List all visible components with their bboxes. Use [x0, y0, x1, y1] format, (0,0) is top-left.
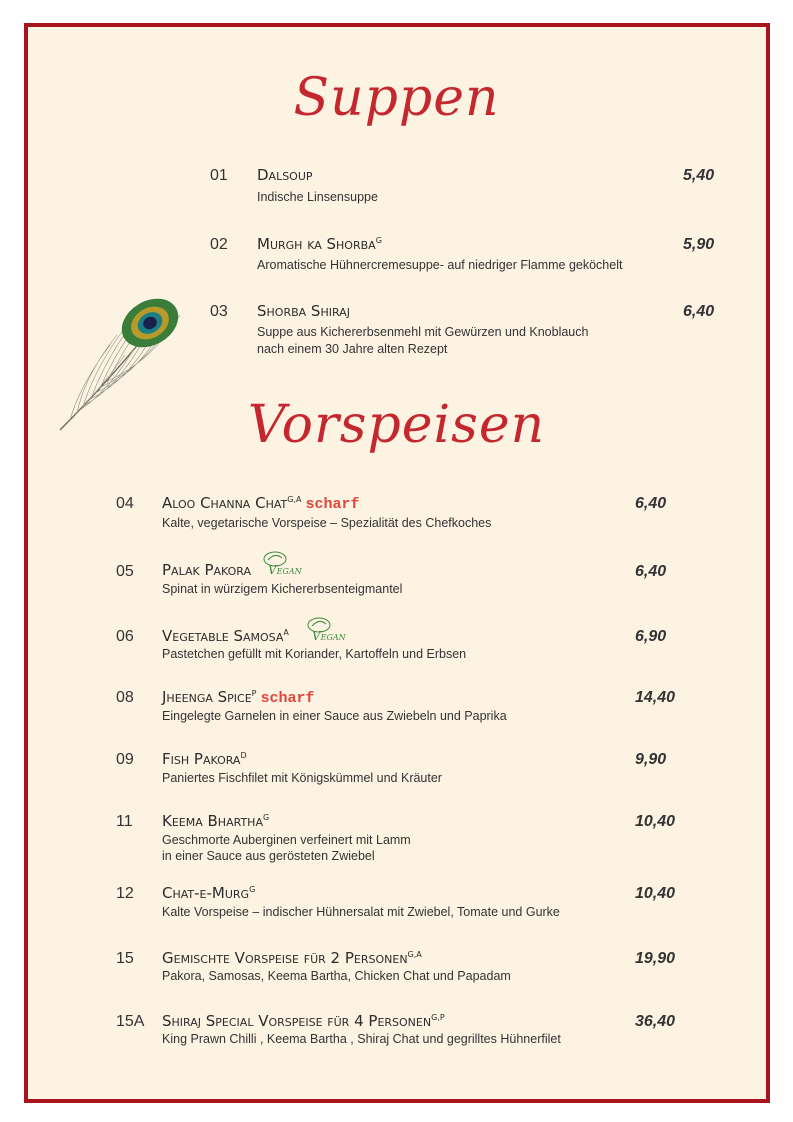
item-number: 06	[116, 628, 134, 645]
item-name: Murgh ka Shorba$^G$	[257, 235, 382, 253]
item-description: Suppe aus Kichererbsenmehl mit Gewürzen und Knoblauch	[257, 325, 589, 339]
item-description: Paniertes Fischfilet mit Königskümmel und Kräuter	[162, 771, 442, 785]
item-number: 11	[116, 813, 133, 830]
item-description: Kalte Vorspeise – indischer Hühnersalat mit Zwiebel, Tomate und Gurke	[162, 905, 560, 919]
allergen-codes: P	[251, 689, 257, 698]
item-name: Aloo Channa Chat$^{G,A}$ scharf	[162, 494, 360, 513]
item-price: 5,90	[683, 236, 715, 253]
vegan-badge-icon	[304, 616, 366, 644]
section-title-starters: Vorspeisen	[247, 395, 546, 455]
item-price: 10,40	[635, 813, 676, 830]
item-name: Shorba Shiraj	[257, 302, 350, 320]
item-name: Palak Pakora Vegan	[162, 561, 322, 579]
item-price: 19,90	[635, 950, 676, 967]
item-number: 09	[116, 751, 134, 768]
item-number: 12	[116, 885, 134, 902]
allergen-codes: G,A	[407, 950, 422, 959]
item-description: Pakora, Samosas, Keema Bartha, Chicken Chat und Papadam	[162, 969, 511, 983]
item-description: Spinat in würzigem Kichererbsenteigmantel	[162, 582, 403, 596]
allergen-codes: G	[262, 813, 270, 822]
item-description: Eingelegte Garnelen in einer Sauce aus Zwiebeln und Paprika	[162, 709, 507, 723]
item-description: King Prawn Chilli , Keema Bartha , Shiraj Chat und gegrilltes Hühnerfilet	[162, 1032, 561, 1046]
item-name: Chat-e-Murg$^G$	[162, 884, 256, 902]
item-description: Aromatische Hühnercremesuppe- auf niedriger Flamme geköchelt	[257, 258, 623, 272]
item-number: 05	[116, 563, 134, 580]
item-price: 6,40	[683, 303, 715, 320]
item-number: 08	[116, 689, 134, 706]
spicy-tag: scharf	[260, 690, 315, 707]
item-number: 15A	[116, 1013, 145, 1030]
item-name: Fish Pakora$^D$	[162, 750, 247, 768]
item-description: Geschmorte Auberginen verfeinert mit Lamm	[162, 833, 411, 847]
item-name: Keema Bhartha$^G$	[162, 812, 270, 830]
allergen-codes: G,P	[431, 1013, 445, 1022]
item-number: 02	[210, 236, 228, 253]
peacock-feather-icon	[55, 275, 205, 435]
allergen-codes: A	[283, 628, 289, 637]
item-description: Indische Linsensuppe	[257, 190, 378, 204]
item-number: 01	[210, 167, 228, 184]
vegan-badge-text: Vegan	[267, 562, 302, 577]
section-title-soups: Suppen	[293, 68, 500, 128]
allergen-codes: D	[240, 751, 247, 760]
item-name: Shiraj Special Vorspeise für 4 Personen$^{G,P}$	[162, 1012, 445, 1030]
item-description: Pastetchen gefüllt mit Koriander, Kartoffeln und Erbsen	[162, 647, 467, 661]
item-price: 5,40	[683, 167, 715, 184]
item-name: Jheenga Spice$^P$ scharf	[162, 688, 315, 707]
item-price: 6,40	[635, 495, 667, 512]
item-name: Dalsoup	[257, 166, 313, 184]
allergen-codes: G	[249, 885, 256, 894]
item-price: 6,40	[635, 563, 667, 580]
item-name: Gemischte Vorspeise für 2 Personen$^{G,A}$	[162, 949, 422, 967]
item-number: 04	[116, 495, 134, 512]
item-name: Vegetable Samosa$^A$ Vegan	[162, 627, 366, 645]
item-number: 15	[116, 950, 134, 967]
item-price: 6,90	[635, 628, 667, 645]
item-description-line2: in einer Sauce aus gerösteten Zwiebel	[162, 849, 375, 863]
vegan-badge-icon	[260, 550, 322, 578]
item-price: 36,40	[635, 1013, 676, 1030]
allergen-codes: G,A	[287, 495, 302, 504]
item-price: 9,90	[635, 751, 667, 768]
item-price: 14,40	[635, 689, 676, 706]
item-price: 10,40	[635, 885, 676, 902]
allergen-codes: G	[375, 236, 382, 245]
item-description: Kalte, vegetarische Vorspeise – Spezialität des Chefkoches	[162, 516, 492, 530]
spicy-tag: scharf	[305, 496, 360, 513]
vegan-badge-text: Vegan	[311, 628, 346, 643]
item-description-line2: nach einem 30 Jahre alten Rezept	[257, 342, 448, 356]
item-number: 03	[210, 303, 228, 320]
